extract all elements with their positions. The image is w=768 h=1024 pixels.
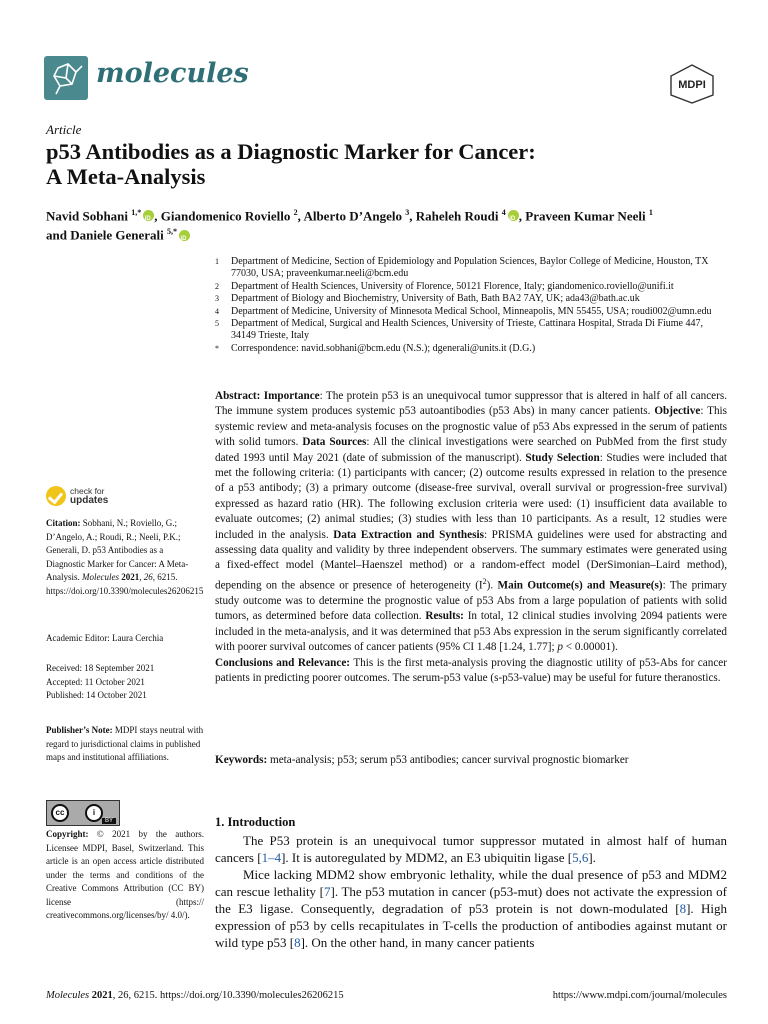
- title-line-1: p53 Antibodies as a Diagnostic Marker for Cancer:: [46, 139, 536, 164]
- by-label: BY: [102, 818, 116, 824]
- article-type: Article: [46, 122, 82, 137]
- footer-citation: Molecules 2021, 26, 6215. https://doi.org/10.3390/molecules26206215: [46, 990, 344, 1001]
- affiliation-item: 5 Department of Medical, Surgical and Health Sciences, University of Trieste, Cattinara Hospital, Strada Di Fiume 447, 34149 Trieste, Italy: [215, 318, 703, 342]
- dates: Received: 18 September 2021 Accepted: 11 October 2021 Published: 14 October 2021: [46, 663, 155, 700]
- abstract: Abstract: Importance: The protein p53 is an unequivocal tumor suppressor that is altered in half of all cancers. The immune system produces systemic p53 autoantibodies (p53 Abs) in many cancer patients. Objective: This systemic review and meta-analysis focuses on the prognostic value of p53 Abs expressed in the serum of patients with solid tumors. Data Sources: All the clinical investigations were searched on PubMed from the first study dated 1993 until May 2021 (date of submission of the manuscript). Study Selection: Studies were included that met the following criteria: (1) participants with cancer; (2) outcome results expressed in relation to the presence of a p53 antibody; (3) a primary outcome (disease-free survival, overall survival or progression-free survival) expressed as hazard ratio (HR). The following exclusion criteria were used: (1) insufficient data available to evaluate outcomes; (2) animal studies; (3) studies with less than 10 participants. As a result, 12 studies were included in the analysis. Data Extraction and Synthesis: PRISMA guidelines were used for abstracting and assessing data quality and validity by three independent observers. The summary estimates were generated using a fixed-effect model (Mantel–Haenszel method) or a random-effect model (DerSimonian–Laird method), depending on the absence or presence of heterogeneity $(I^2)$. Main Outcome(s) and Measure(s): The primary study outcome was to determine the prognostic value of p53 Abs from a large population of patients with solid tumors, as determined before data collection. Results: In total, 12 clinical studies involving 2094 patients were included in the meta-analysis, and it was determined that p53 Abs expression in the serum significantly correlated with poorer survival outcomes of cancer patients (95% CI 1.48 [1.24, 1.77]; p < 0.00001). Conclusions and Relevance: This is the first meta-analysis proving the diagnostic utility of p53-Abs for cancer patients in predicting poorer outcomes. The serum-p53 value (s-p53-value) may be useful for future theranostics.: [215, 390, 728, 685]
- affiliation-item: 4 Department of Medicine, University of Minnesota Medical School, Minneapolis, MN 55455, USA; roudi002@umn.edu: [215, 305, 712, 317]
- paragraph: Mice lacking MDM2 show embryonic lethality, while the dual presence of p53 and MDM2 can rescue lethality [7]. The p53 mutation in cancer (p53-mut) does not activate the expression of the E3 ligase. Consequently, degradation of p53 protein is not down-modulated [8]. High expression of p53 by cells recapitulates in T-cells the production of antibodies against mutant or wild type p53 [8]. On the other hand, in many cancer patients: [215, 867, 727, 950]
- copyright: Copyright: © 2021 by the authors. Licensee MDPI, Basel, Switzerland. This article is an open access article distributed under the terms and conditions of the Creative Commons Attribution (CC BY) license (https:// creativecommons.org/licenses/by/ 4.0/).: [46, 829, 204, 920]
- author-sup: 1: [648, 208, 653, 217]
- author-sup: 5,*: [166, 227, 177, 237]
- author-sup: 1,*: [131, 208, 142, 217]
- abstract-heading: Abstract:: [215, 390, 261, 402]
- reference-link[interactable]: 1–4: [261, 850, 282, 865]
- publisher-note: Publisher’s Note: MDPI stays neutral with regard to jurisdictional claims in published maps and institutional affiliations.: [46, 725, 204, 762]
- cc-icon: cc: [51, 804, 69, 822]
- article-title: [46, 139, 696, 189]
- keywords: Keywords: meta-analysis; p53; serum p53 antibodies; cancer survival prognostic biomarker: [215, 754, 629, 766]
- by-person-icon: i: [85, 804, 103, 822]
- citation: Citation: Sobhani, N.; Roviello, G.; D’Angelo, A.; Roudi, R.; Neeli, P.K.; Generali, D. p53 Antibodies as a Diagnostic Marker for Cancer: A Meta-Analysis. Molecules 2021, 26, 6215. https://doi.org/10.3390/molecules26206215: [46, 518, 204, 596]
- publisher-name: MDPI: [678, 79, 706, 91]
- affiliations: [215, 256, 727, 355]
- orcid-icon[interactable]: [179, 230, 190, 241]
- reference-link[interactable]: 7: [324, 884, 331, 899]
- citation-doi-link[interactable]: , 6215. https://doi.org/10.3390/molecules26206215: [46, 572, 204, 596]
- footer-journal-link[interactable]: https://www.mdpi.com/journal/molecules: [552, 990, 727, 1001]
- author-name[interactable]: Alberto D’Angelo: [303, 208, 403, 224]
- author-sup: 4: [501, 208, 506, 217]
- affiliation-item: 3 Department of Biology and Biochemistry, University of Bath, Bath BA2 7AY, UK; ada43@bath.ac.uk: [215, 293, 640, 305]
- author-sup: 3: [405, 208, 410, 217]
- section-heading: 1. Introduction: [215, 815, 296, 829]
- reference-link[interactable]: 8: [294, 935, 301, 950]
- author-list: Navid Sobhani $^{1,*}$iD , Giandomenico Roviello $^2$, Alberto D’Angelo $^3$, Raheleh Roudi $^4$iD , Praveen Kumar Neeli $^1$ and Daniele Generali $^{5,*}$iD: [46, 205, 726, 244]
- reference-link[interactable]: 8: [679, 901, 687, 916]
- author-name[interactable]: Raheleh Roudi: [415, 208, 499, 224]
- author-name[interactable]: Navid Sobhani: [46, 208, 129, 224]
- check-icon: [46, 486, 66, 506]
- academic-editor: Academic Editor: Laura Cerchia: [46, 633, 164, 643]
- paragraph: The P53 protein is an unequivocal tumor suppressor mutated in almost half of human cancers [1–4]. It is autoregulated by MDM2, an E3 ubiquitin ligase [5,6].: [215, 833, 727, 865]
- author-name[interactable]: Giandomenico Roviello: [160, 208, 291, 224]
- title-line-2: A Meta-Analysis: [46, 164, 206, 189]
- reference-link[interactable]: 5,6: [572, 850, 589, 865]
- orcid-icon[interactable]: [143, 210, 154, 221]
- affiliation-item: * Correspondence: navid.sobhani@bcm.edu (N.S.); dgenerali@units.it (D.G.): [215, 342, 536, 354]
- introduction-text: [215, 832, 727, 951]
- mdpi-logo-icon: [668, 64, 716, 104]
- affiliation-item: 2 Department of Health Sciences, University of Florence, 50121 Florence, Italy; giandomenico.roviello@unifi.it: [215, 280, 674, 292]
- orcid-icon[interactable]: [508, 210, 519, 221]
- author-name[interactable]: and Daniele Generali: [46, 227, 164, 243]
- journal-name: molecules: [96, 58, 249, 89]
- check-for-updates-button[interactable]: check for updates: [46, 484, 156, 514]
- molecules-logo-icon: [44, 56, 88, 100]
- author-name[interactable]: Praveen Kumar Neeli: [525, 208, 646, 224]
- author-sup: 2: [293, 208, 298, 217]
- affiliation-item: 1 Department of Medicine, Section of Epidemiology and Population Sciences, Baylor College of Medicine, Houston, TX 77030, USA; praveenkumar.neeli@bcm.edu: [215, 256, 709, 280]
- cc-by-license-badge[interactable]: [46, 800, 120, 826]
